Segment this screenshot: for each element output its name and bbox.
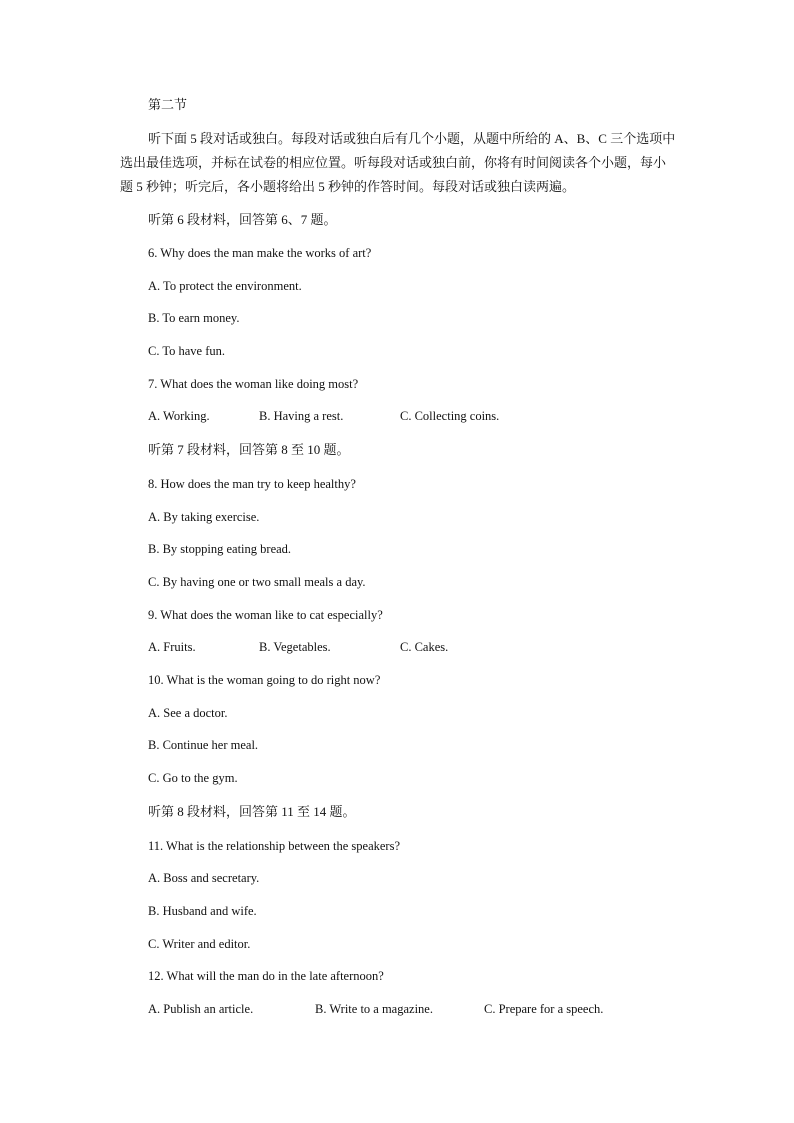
option-c: C. By having one or two small meals a day. bbox=[148, 575, 366, 589]
option-c: C. Collecting coins. bbox=[400, 409, 500, 423]
option-c: C. To have fun. bbox=[148, 344, 226, 358]
option-a: A. By taking exercise. bbox=[148, 510, 260, 524]
option-a: A. Working. bbox=[148, 409, 210, 423]
question-text: 6. Why does the man make the works of art? bbox=[148, 246, 372, 260]
option-b: B. Vegetables. bbox=[259, 640, 331, 654]
question-text: 8. How does the man try to keep healthy? bbox=[148, 477, 356, 491]
option-b: B. Husband and wife. bbox=[148, 904, 257, 918]
option-b: B. Continue her meal. bbox=[148, 738, 259, 752]
group-header: 听第 6 段材料，回答第 6、7 题。 bbox=[148, 212, 337, 227]
question-text: 10. What is the woman going to do right now? bbox=[148, 673, 381, 687]
question-text: 7. What does the woman like doing most? bbox=[148, 377, 359, 391]
question-text: 9. What does the woman like to cat especially? bbox=[148, 608, 383, 622]
question-text: 12. What will the man do in the late afternoon? bbox=[148, 969, 384, 983]
option-c: C. Cakes. bbox=[400, 640, 449, 654]
option-a: A. See a doctor. bbox=[148, 706, 228, 720]
option-c: C. Prepare for a speech. bbox=[484, 1002, 604, 1016]
section-title: 第二节 bbox=[148, 97, 188, 112]
options-row bbox=[148, 639, 668, 655]
group-header: 听第 8 段材料，回答第 11 至 14 题。 bbox=[148, 804, 356, 819]
option-b: B. By stopping eating bread. bbox=[148, 542, 292, 556]
option-c: C. Writer and editor. bbox=[148, 937, 251, 951]
options-row bbox=[148, 408, 668, 424]
option-a: A. Publish an article. bbox=[148, 1002, 254, 1016]
instructions-paragraph: 听下面 5 段对话或独白。每段对话或独白后有几个小题，从题中所给的 A、B、C 三个选项中选出最佳选项，并标在试卷的相应位置。听每段对话或独白前，你将有时间阅读各个小题，每小题 5 秒钟；听完后，各小题将给出 5 秒钟的作答时间。每段对话或独白读两遍。 bbox=[120, 131, 676, 194]
options-row bbox=[148, 1001, 668, 1017]
option-b: B. Write to a magazine. bbox=[315, 1002, 433, 1016]
option-a: A. Fruits. bbox=[148, 640, 196, 654]
option-a: A. To protect the environment. bbox=[148, 279, 302, 293]
option-b: B. To earn money. bbox=[148, 311, 240, 325]
option-a: A. Boss and secretary. bbox=[148, 871, 260, 885]
option-b: B. Having a rest. bbox=[259, 409, 344, 423]
group-header: 听第 7 段材料，回答第 8 至 10 题。 bbox=[148, 442, 350, 457]
option-c: C. Go to the gym. bbox=[148, 771, 238, 785]
question-text: 11. What is the relationship between the speakers? bbox=[148, 839, 401, 853]
